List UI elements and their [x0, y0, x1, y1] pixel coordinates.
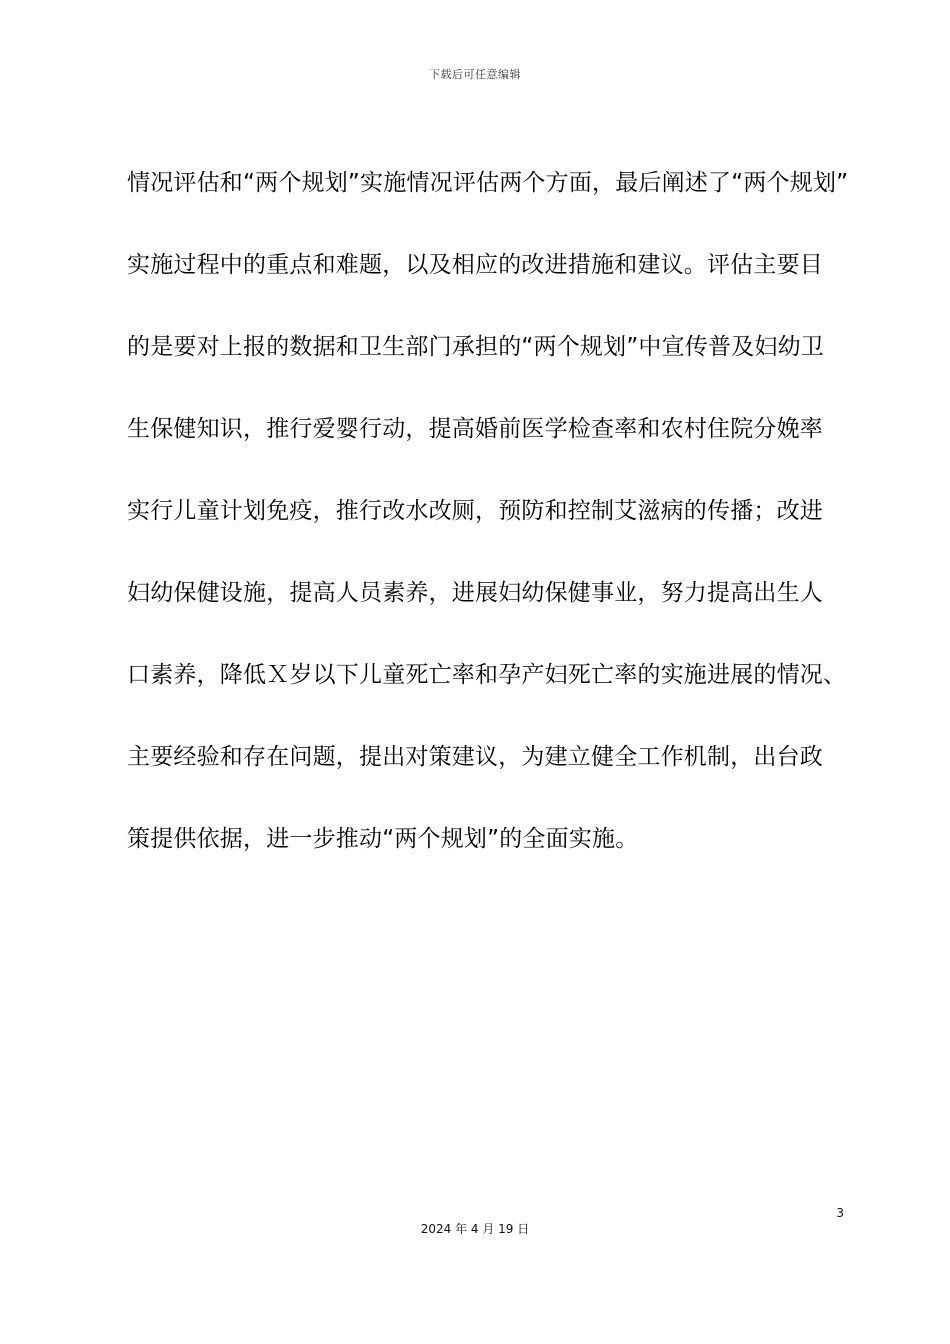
page-number: 3 — [836, 1206, 844, 1220]
paragraph-line: 口素养，降低Ｘ岁以下儿童死亡率和孕产妇死亡率的实施进展的情况、 — [127, 662, 847, 688]
paragraph-line: 策提供依据，进一步推动“两个规划”的全面实施。 — [127, 826, 639, 852]
footer-date: 2024 年 4 月 19 日 — [420, 1222, 530, 1236]
paragraph-line: 主要经验和存在问题，提出对策建议，为建立健全工作机制，出台政 — [127, 744, 823, 770]
paragraph-line: 的是要对上报的数据和卫生部门承担的“两个规划”中宣传普及妇幼卫 — [127, 334, 825, 360]
paragraph-line: 妇幼保健设施，提高人员素养，进展妇幼保健事业，努力提高出生人 — [127, 580, 823, 606]
body-paragraph — [127, 172, 857, 910]
paragraph-line: 实施过程中的重点和难题，以及相应的改进措施和建议。评估主要目 — [127, 252, 823, 278]
header-note: 下载后可任意编辑 — [429, 68, 521, 81]
paragraph-line: 实行儿童计划免疫，推行改水改厕，预防和控制艾滋病的传播；改进 — [127, 498, 823, 524]
paragraph-line: 生保健知识，推行爱婴行动，提高婚前医学检查率和农村住院分娩率 — [127, 416, 823, 442]
paragraph-line: 情况评估和“两个规划”实施情况评估两个方面，最后阐述了“两个规划” — [127, 170, 849, 196]
